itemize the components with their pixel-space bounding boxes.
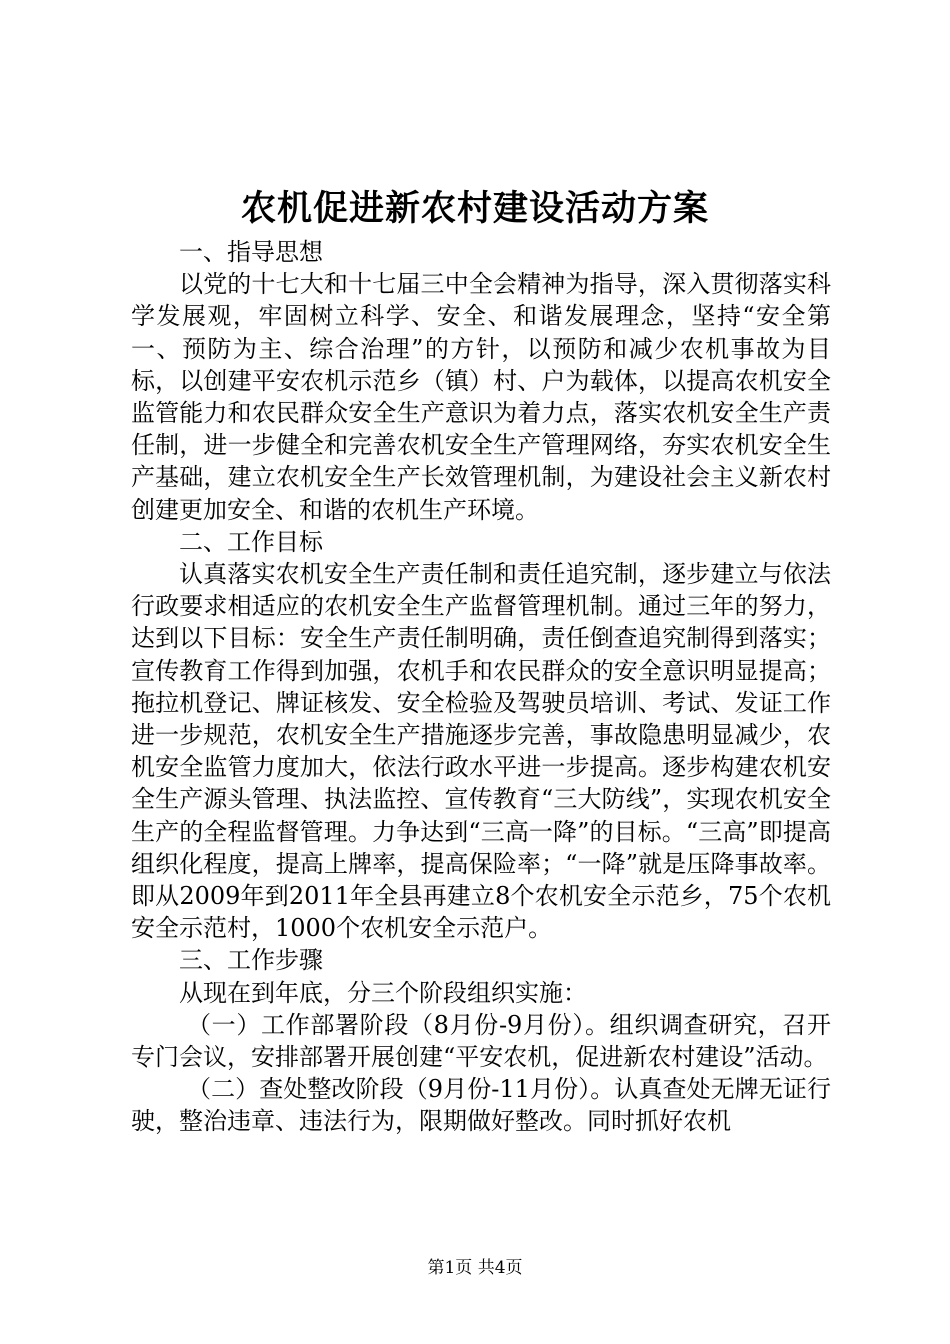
section-heading-work-steps: 三、工作步骤: [179, 946, 323, 975]
document-body: [131, 236, 831, 1138]
paragraph-steps-intro: 从现在到年底，分三个阶段组织实施：: [179, 978, 587, 1007]
paragraph-step-one: （一）工作部署阶段（8月份-9月份）。组织调查研究，召开专门会议，安排部署开展创建“平安农机，促进新农村建设”活动。: [131, 1010, 831, 1072]
paragraph-step-two: （二）查处整改阶段（9月份-11月份）。认真查处无牌无证行驶，整治违章、违法行为，限期做好整改。同时抓好农机: [131, 1075, 831, 1136]
paragraph-guiding-thought: 以党的十七大和十七届三中全会精神为指导，深入贯彻落实科学发展观，牢固树立科学、安全、和谐发展理念，坚持“安全第一、预防为主、综合治理”的方针，以预防和减少农机事故为目标，以创建平安农机示范乡（镇）村、户为载体，以提高农机安全监管能力和农民群众安全生产意识为着力点，落实农机安全生产责任制，进一步健全和完善农机安全生产管理网络，夯实农机安全生产基础，建立农机安全生产长效管理机制，为建设社会主义新农村创建更加安全、和谐的农机生产环境。: [131, 270, 831, 524]
section-heading-guiding-thought: 一、指导思想: [179, 238, 323, 266]
section-heading-work-goals: 二、工作目标: [179, 527, 323, 556]
document-title: 农机促进新农村建设活动方案: [240, 188, 709, 229]
page-number-footer: 第1页 共4页: [427, 1258, 523, 1278]
paragraph-work-goals: 认真落实农机安全生产责任制和责任追究制，逐步建立与依法行政要求相适应的农机安全生产监督管理机制。通过三年的努力，达到以下目标：安全生产责任制明确，责任倒查追究制得到落实；宣传教育工作得到加强，农机手和农民群众的安全意识明显提高；拖拉机登记、牌证核发、安全检验及驾驶员培训、考试、发证工作进一步规范，农机安全生产措施逐步完善，事故隐患明显减少，农机安全监管力度加大，依法行政水平进一步提高。逐步构建农机安全生产源头管理、执法监控、宣传教育“三大防线”，实现农机安全生产的全程监督管理。力争达到“三高一降”的目标。“三高”即提高组织化程度，提高上牌率，提高保险率；“一降”就是压降事故率。即从2009年到2011年全县再建立8个农机安全示范乡，75个农机安全示范村，1000个农机安全示范户。: [131, 560, 831, 943]
